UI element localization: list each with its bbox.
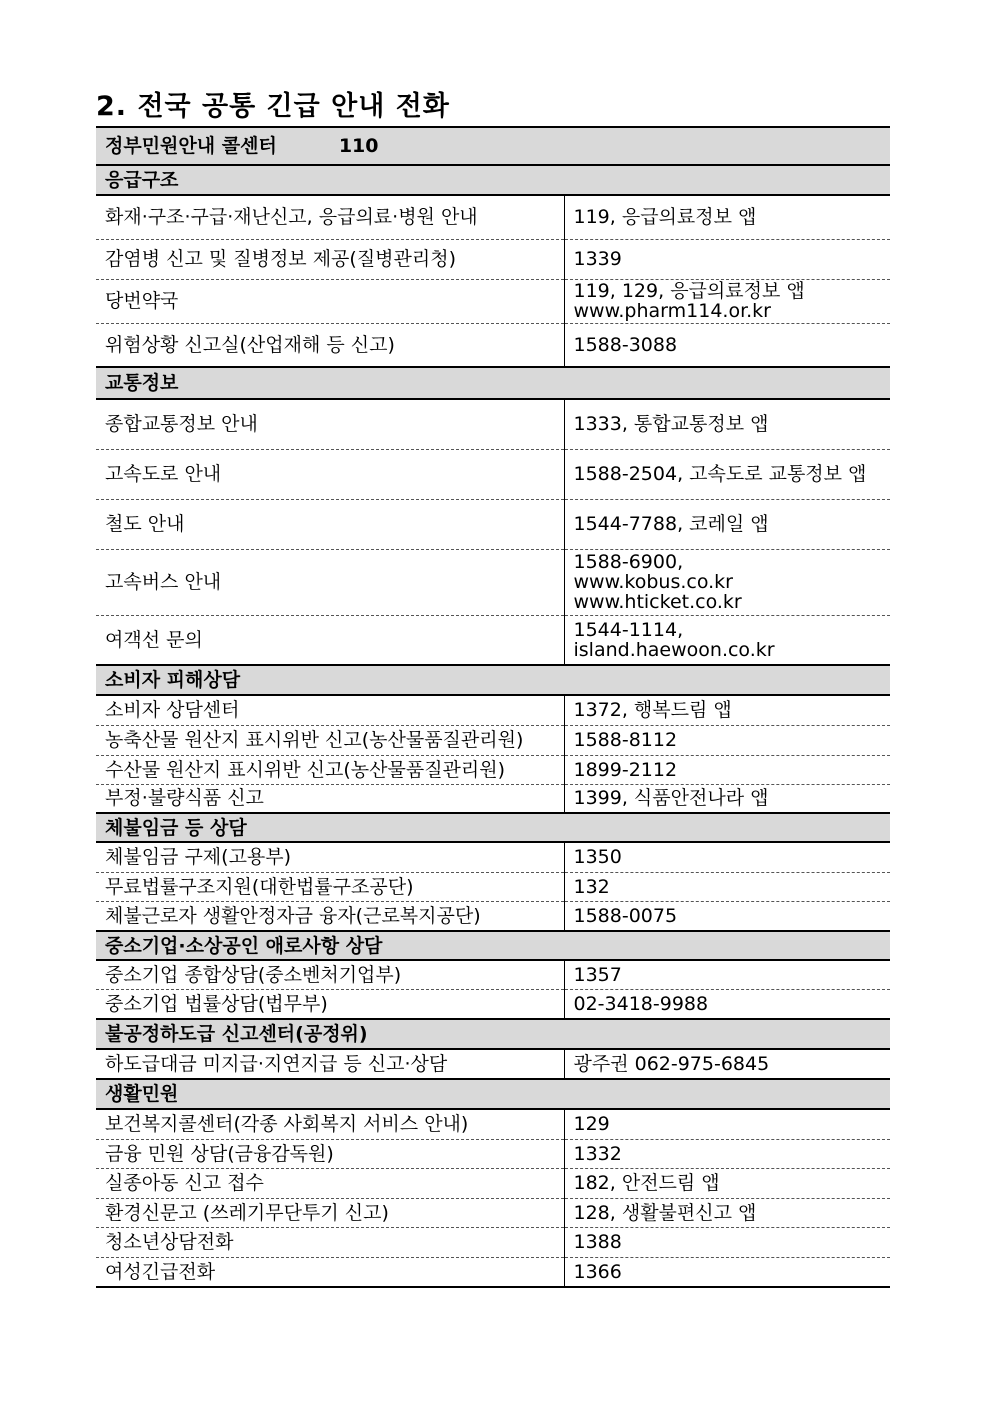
contact-info bbox=[564, 1227, 890, 1257]
service-name: 고속도로 안내 bbox=[96, 449, 564, 499]
contact-info bbox=[564, 989, 890, 1019]
service-name: 청소년상담전화 bbox=[96, 1227, 564, 1257]
section-header-row bbox=[96, 813, 890, 842]
table-row bbox=[96, 842, 890, 872]
contact-info bbox=[564, 695, 890, 725]
table-row bbox=[96, 989, 890, 1019]
contact-value: 1339 bbox=[573, 248, 622, 270]
table-row bbox=[96, 1049, 890, 1079]
table-row bbox=[96, 695, 890, 725]
table-row bbox=[96, 960, 890, 989]
service-name: 환경신문고 (쓰레기무단투기 신고) bbox=[96, 1198, 564, 1227]
contact-value: 1333, 통합교통정보 앱 bbox=[573, 413, 769, 436]
table-row bbox=[96, 499, 890, 549]
contact-info bbox=[564, 195, 890, 239]
contact-info bbox=[564, 449, 890, 499]
contact-info bbox=[564, 323, 890, 367]
contact-value: 1544-1114, bbox=[573, 618, 684, 641]
section-header-row bbox=[96, 1079, 890, 1109]
table-row bbox=[96, 549, 890, 615]
service-name: 체불임금 구제(고용부) bbox=[96, 842, 564, 872]
contact-value: 1588-0075 bbox=[573, 904, 678, 927]
contact-info bbox=[564, 499, 890, 549]
contact-value: 132 bbox=[573, 875, 610, 898]
service-name: 하도급대금 미지급·지연지급 등 신고·상담 bbox=[96, 1049, 564, 1079]
contact-value: 182, 안전드림 앱 bbox=[573, 1172, 720, 1194]
table-row bbox=[96, 1168, 890, 1198]
contact-value: 1588-6900, bbox=[573, 551, 684, 573]
section-header-row bbox=[96, 127, 890, 165]
service-name: 감염병 신고 및 질병정보 제공(질병관리청) bbox=[96, 239, 564, 279]
contact-info bbox=[564, 1139, 890, 1168]
table-row bbox=[96, 1139, 890, 1168]
section-header-row bbox=[96, 165, 890, 195]
section-header-row bbox=[96, 931, 890, 960]
service-name: 종합교통정보 안내 bbox=[96, 399, 564, 449]
table-row bbox=[96, 1227, 890, 1257]
section-header-row bbox=[96, 1019, 890, 1049]
contact-value: 광주권 062-975-6845 bbox=[573, 1053, 770, 1075]
service-name: 소비자 상담센터 bbox=[96, 695, 564, 725]
service-name: 실종아동 신고 접수 bbox=[96, 1168, 564, 1198]
service-name: 부정·불량식품 신고 bbox=[96, 784, 564, 813]
contact-info bbox=[564, 755, 890, 784]
section-header: 소비자 피해상담 bbox=[96, 665, 890, 695]
service-name: 여성긴급전화 bbox=[96, 1257, 564, 1287]
emergency-phone-table bbox=[96, 126, 890, 1288]
service-name: 보건복지콜센터(각종 사회복지 서비스 안내) bbox=[96, 1109, 564, 1139]
service-name: 농축산물 원산지 표시위반 신고(농산물품질관리원) bbox=[96, 725, 564, 755]
contact-value: island.haewoon.co.kr bbox=[573, 638, 775, 661]
service-name: 금융 민원 상담(금융감독원) bbox=[96, 1139, 564, 1168]
top-header-number: 110 bbox=[338, 135, 379, 157]
contact-value: 1399, 식품안전나라 앱 bbox=[573, 787, 769, 810]
contact-info bbox=[564, 1109, 890, 1139]
service-name: 여객선 문의 bbox=[96, 615, 564, 665]
contact-value: www.pharm114.or.kr bbox=[573, 300, 771, 322]
contact-info bbox=[564, 399, 890, 449]
top-header-label: 정부민원안내 콜센터 bbox=[105, 135, 277, 157]
contact-info bbox=[564, 549, 890, 615]
section-header: 불공정하도급 신고센터(공정위) bbox=[96, 1019, 890, 1049]
page-title: 2. 전국 공통 긴급 안내 전화 bbox=[96, 91, 450, 122]
contact-value: 119, 응급의료정보 앱 bbox=[573, 206, 757, 229]
section-header: 응급구조 bbox=[96, 165, 890, 195]
contact-value: 1588-8112 bbox=[573, 729, 678, 751]
service-name: 중소기업 법률상담(법무부) bbox=[96, 989, 564, 1019]
table-row bbox=[96, 449, 890, 499]
contact-value: 1899-2112 bbox=[573, 758, 678, 781]
contact-info bbox=[564, 1049, 890, 1079]
document-page bbox=[96, 88, 890, 1288]
table-row bbox=[96, 323, 890, 367]
section-header: 중소기업·소상공인 애로사항 상담 bbox=[96, 931, 890, 960]
contact-value: 1332 bbox=[573, 1142, 622, 1165]
contact-value: 1350 bbox=[573, 846, 622, 869]
contact-info bbox=[564, 725, 890, 755]
contact-value: 1588-3088 bbox=[573, 333, 678, 356]
table-row bbox=[96, 901, 890, 931]
table-row bbox=[96, 279, 890, 323]
table-row bbox=[96, 399, 890, 449]
contact-info bbox=[564, 1168, 890, 1198]
section-header: 교통정보 bbox=[96, 367, 890, 399]
contact-value: 1357 bbox=[573, 963, 622, 986]
contact-info bbox=[564, 239, 890, 279]
contact-info bbox=[564, 784, 890, 813]
table-row bbox=[96, 725, 890, 755]
contact-value: 128, 생활불편신고 앱 bbox=[573, 1201, 757, 1224]
service-name: 무료법률구조지원(대한법률구조공단) bbox=[96, 872, 564, 901]
contact-info bbox=[564, 615, 890, 665]
table-row bbox=[96, 1109, 890, 1139]
table-row bbox=[96, 1198, 890, 1227]
contact-value: 1588-2504, 고속도로 교통정보 앱 bbox=[573, 463, 867, 485]
table-row bbox=[96, 195, 890, 239]
contact-info bbox=[564, 960, 890, 989]
service-name: 위험상황 신고실(산업재해 등 신고) bbox=[96, 323, 564, 367]
service-name: 당번약국 bbox=[96, 279, 564, 323]
contact-value: 119, 129, 응급의료정보 앱 bbox=[573, 280, 805, 302]
table-row bbox=[96, 239, 890, 279]
contact-info bbox=[564, 842, 890, 872]
top-header-cell bbox=[96, 127, 890, 165]
service-name: 철도 안내 bbox=[96, 499, 564, 549]
table-row bbox=[96, 1257, 890, 1287]
contact-value: 02-3418-9988 bbox=[573, 992, 709, 1015]
service-name: 고속버스 안내 bbox=[96, 549, 564, 615]
contact-value: 1372, 행복드림 앱 bbox=[573, 699, 732, 722]
contact-info bbox=[564, 1257, 890, 1287]
section-header-row bbox=[96, 665, 890, 695]
table-row bbox=[96, 872, 890, 901]
table-row bbox=[96, 784, 890, 813]
contact-value: www.hticket.co.kr bbox=[573, 591, 742, 613]
section-header-row bbox=[96, 367, 890, 399]
contact-info bbox=[564, 901, 890, 931]
contact-value: 1366 bbox=[573, 1260, 622, 1283]
contact-info bbox=[564, 279, 890, 323]
section-header: 생활민원 bbox=[96, 1079, 890, 1109]
section-header: 체불임금 등 상담 bbox=[96, 813, 890, 842]
contact-value: www.kobus.co.kr bbox=[573, 571, 733, 593]
contact-value: 129 bbox=[573, 1113, 610, 1136]
service-name: 체불근로자 생활안정자금 융자(근로복지공단) bbox=[96, 901, 564, 931]
contact-value: 1544-7788, 코레일 앱 bbox=[573, 513, 769, 535]
table-row bbox=[96, 755, 890, 784]
service-name: 수산물 원산지 표시위반 신고(농산물품질관리원) bbox=[96, 755, 564, 784]
contact-value: 1388 bbox=[573, 1231, 622, 1253]
service-name: 중소기업 종합상담(중소벤처기업부) bbox=[96, 960, 564, 989]
contact-info bbox=[564, 872, 890, 901]
contact-info bbox=[564, 1198, 890, 1227]
table-row bbox=[96, 615, 890, 665]
service-name: 화재·구조·구급·재난신고, 응급의료·병원 안내 bbox=[96, 195, 564, 239]
